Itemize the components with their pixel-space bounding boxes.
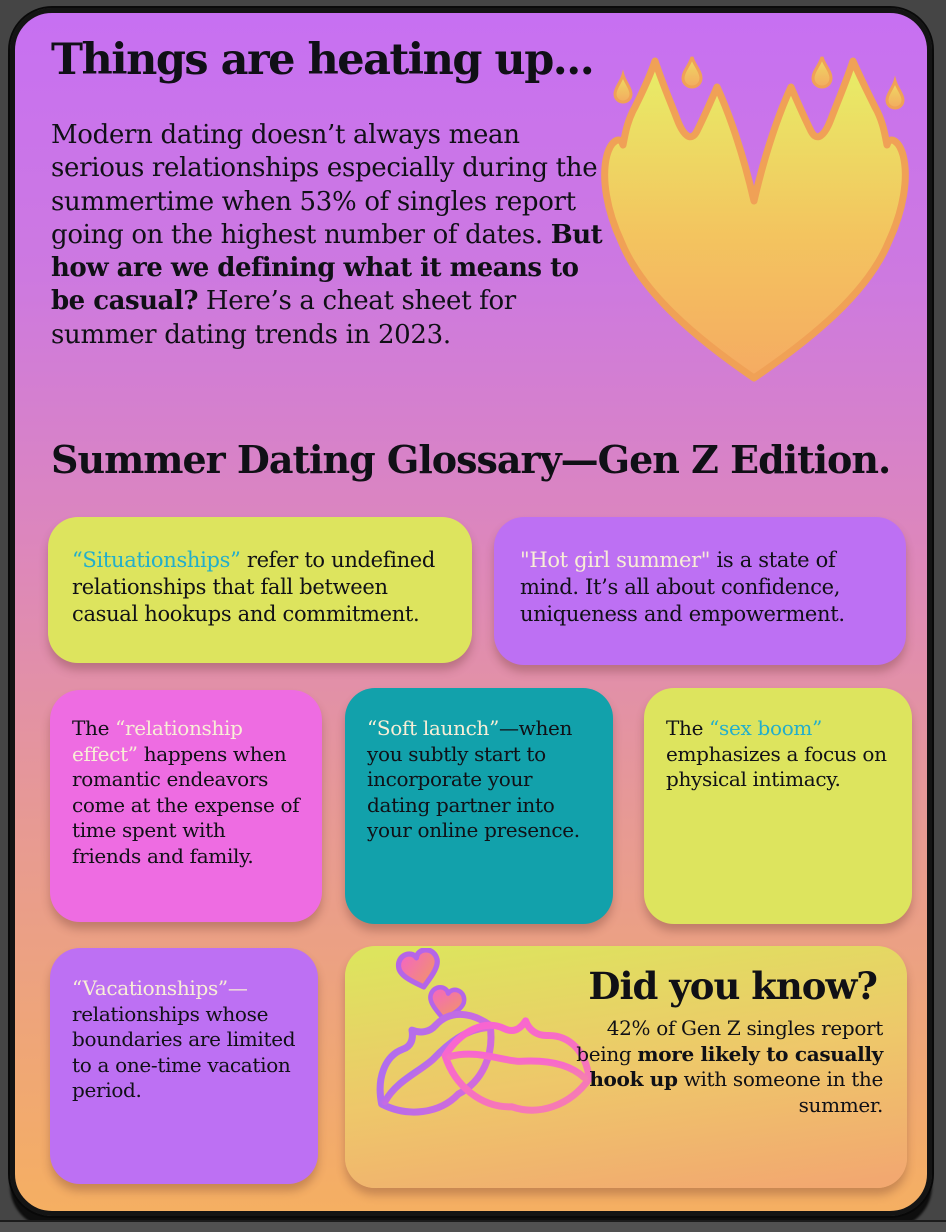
did-you-know-bold: more likely to casually hook up	[589, 1041, 883, 1092]
card-text: “Situationships” refer to undefined relationships that fall between casual hookups and commitment.	[72, 548, 436, 626]
term-hot-girl-summer: "Hot girl summer"	[520, 548, 711, 572]
did-you-know-card	[345, 946, 907, 1188]
term-soft-launch: “Soft launch”	[367, 716, 499, 740]
card-text: “Soft launch”—when you subtly start to incorporate your dating partner into your online presence.	[367, 716, 580, 843]
intro-paragraph	[51, 119, 613, 352]
card-text: "Hot girl summer" is a state of mind. It’s all about confidence, uniqueness and empowerment.	[520, 548, 845, 626]
glossary-card-situationships	[48, 517, 472, 663]
term-vacationships: “Vacationships”—	[72, 976, 248, 1000]
glossary-heading: Summer Dating Glossary—Gen Z Edition.	[51, 437, 891, 482]
did-you-know-title: Did you know?	[588, 964, 877, 1008]
intro-text-2: Here’s a cheat sheet for summer dating trends in 2023.	[51, 286, 516, 350]
glossary-card-relationship-effect	[50, 690, 322, 922]
card-text: The “relationship effect” happens when romantic endeavors come at the expense of time spent with friends and family.	[72, 716, 300, 868]
intro-text-bold: But how are we defining what it means to be casual?	[51, 219, 603, 317]
term-situationships: “Situationships”	[72, 548, 241, 572]
card-text: The “sex boom” emphasizes a focus on physical intimacy.	[666, 716, 887, 792]
page-bottom-edge	[0, 1220, 946, 1232]
hearts-icon	[396, 948, 466, 1022]
did-you-know-body: 42% of Gen Z singles report being more likely to casually hook up with someone in the summer.	[576, 1016, 883, 1117]
term-relationship-effect: “relationship effect”	[72, 716, 243, 766]
glossary-card-hot-girl-summer	[494, 517, 906, 665]
did-you-know-text	[571, 964, 883, 1118]
glossary-card-sex-boom	[644, 688, 912, 924]
card-text: “Vacationships”—relationships whose boundaries are limited to a one-time vacation period.	[72, 976, 296, 1103]
term-sex-boom: “sex boom”	[709, 716, 822, 740]
glossary-card-soft-launch	[345, 688, 613, 924]
intro-text-1: Modern dating doesn’t always mean serious relationships especially during the summertime when 53% of singles report going on the highest number of dates.	[51, 120, 598, 250]
glossary-card-vacationships	[50, 948, 318, 1184]
page-title: Things are heating up...	[51, 35, 594, 85]
infographic-poster	[10, 8, 932, 1216]
flame-heart-icon	[587, 43, 923, 399]
